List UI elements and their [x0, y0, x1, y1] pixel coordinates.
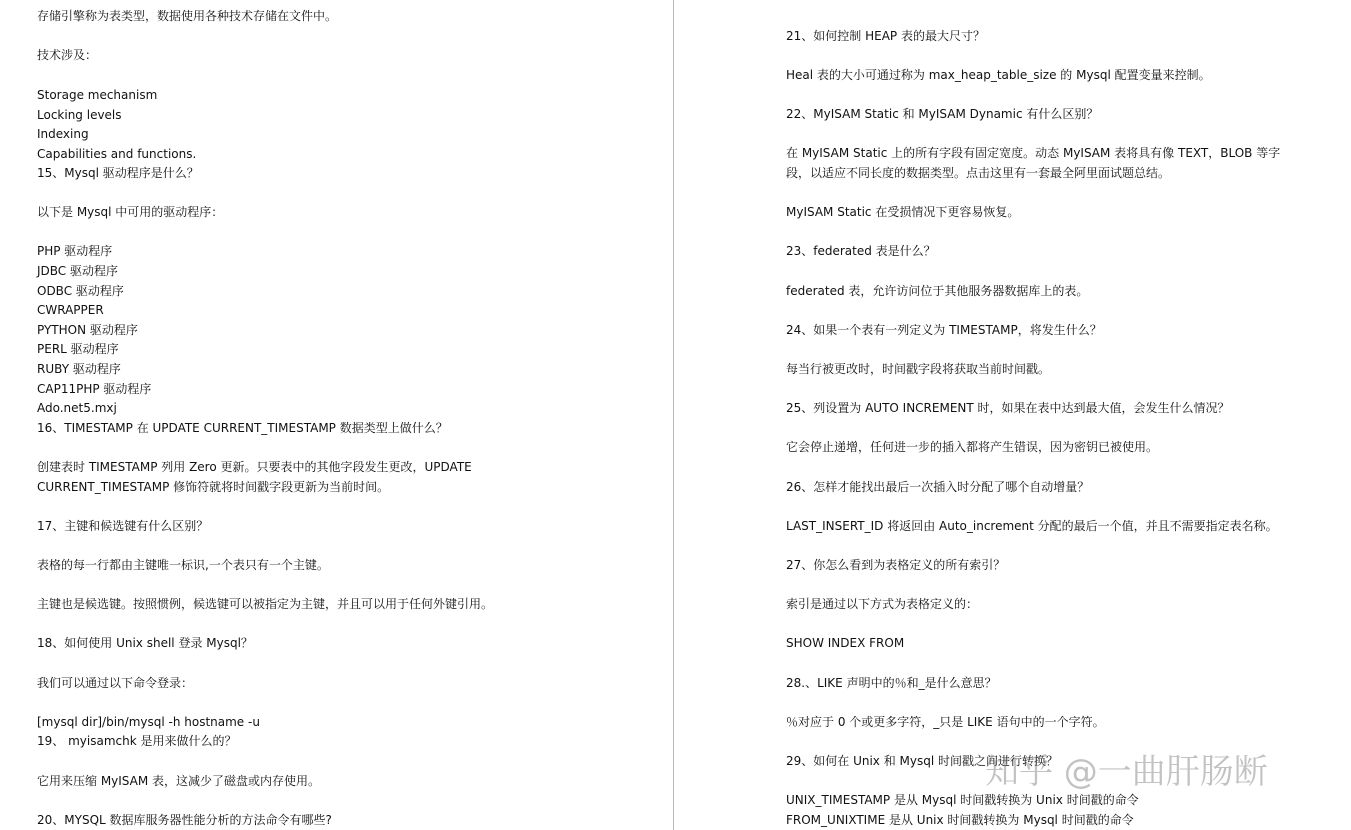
text-line: FROM_UNIXTIME 是从 Unix 时间戳转换为 Mysql 时间戳的命令: [786, 813, 1134, 827]
text-line: 在 MyISAM Static 上的所有字段有固定宽度。动态 MyISAM 表将具有像 TEXT，BLOB 等字: [786, 146, 1281, 160]
text-line: 每当行被更改时，时间戳字段将获取当前时间戳。: [786, 362, 1051, 376]
question-heading: 15、Mysql 驱动程序是什么？: [37, 166, 199, 180]
text-line: UNIX_TIMESTAMP 是从 Mysql 时间戳转换为 Unix 时间戳的命令: [786, 793, 1139, 807]
text-line: 我们可以通过以下命令登录：: [37, 676, 194, 690]
question-heading: 19、 myisamchk 是用来做什么的？: [37, 734, 237, 748]
text-line: 主键也是候选键。按照惯例，候选键可以被指定为主键，并且可以用于任何外键引用。: [37, 597, 494, 611]
zhihu-watermark: 知乎 @一曲肝肠断: [985, 752, 1268, 792]
question-heading: 23、federated 表是什么？: [786, 244, 936, 258]
text-line: PHP 驱动程序: [37, 244, 113, 258]
question-heading: 18、如何使用 Unix shell 登录 Mysql？: [37, 636, 253, 650]
text-line: 技术涉及：: [37, 48, 98, 62]
text-line: 存储引擎称为表类型，数据使用各种技术存储在文件中。: [37, 9, 338, 23]
text-line: 它用来压缩 MyISAM 表，这减少了磁盘或内存使用。: [37, 774, 321, 788]
question-heading: 21、如何控制 HEAP 表的最大尺寸？: [786, 29, 985, 43]
text-line: 表格的每一行都由主键唯一标识,一个表只有一个主键。: [37, 558, 329, 572]
text-line: CAP11PHP 驱动程序: [37, 382, 152, 396]
text-line: federated 表，允许访问位于其他服务器数据库上的表。: [786, 284, 1089, 298]
question-heading: 25、列设置为 AUTO INCREMENT 时，如果在表中达到最大值，会发生什么情况？: [786, 401, 1230, 415]
text-line: MyISAM Static 在受损情况下更容易恢复。: [786, 205, 1020, 219]
text-line: 以下是 Mysql 中可用的驱动程序：: [37, 205, 224, 219]
text-line: PYTHON 驱动程序: [37, 323, 138, 337]
question-heading: 22、MyISAM Static 和 MyISAM Dynamic 有什么区别？: [786, 107, 1099, 121]
question-heading: 26、怎样才能找出最后一次插入时分配了哪个自动增量？: [786, 480, 1090, 494]
text-line: Heal 表的大小可通过称为 max_heap_table_size 的 Mysql 配置变量来控制。: [786, 68, 1211, 82]
text-line: CURRENT_TIMESTAMP 修饰符就将时间戳字段更新为当前时间。: [37, 480, 390, 494]
text-line: Storage mechanism: [37, 88, 158, 102]
question-heading: 27、你怎么看到为表格定义的所有索引？: [786, 558, 1006, 572]
text-line: LAST_INSERT_ID 将返回由 Auto_increment 分配的最后一个值，并且不需要指定表名称。: [786, 519, 1278, 533]
question-heading: 20、MYSQL 数据库服务器性能分析的方法命令有哪些?: [37, 813, 332, 827]
text-line: 它会停止递增，任何进一步的插入都将产生错误，因为密钥已被使用。: [786, 440, 1159, 454]
question-heading: 17、主键和候选键有什么区别？: [37, 519, 209, 533]
text-line: RUBY 驱动程序: [37, 362, 121, 376]
page-divider: [673, 0, 674, 830]
text-line: ％对应于 0 个或更多字符，_只是 LIKE 语句中的一个字符。: [786, 715, 1105, 729]
text-line: Ado.net5.mxj: [37, 401, 117, 415]
code-line: [mysql dir]/bin/mysql -h hostname -u: [37, 715, 260, 729]
text-line: 索引是通过以下方式为表格定义的：: [786, 597, 979, 611]
code-line: SHOW INDEX FROM: [786, 636, 905, 650]
right-document-page: [675, 0, 1351, 830]
text-line: 段，以适应不同长度的数据类型。点击这里有一套最全阿里面试题总结。: [786, 166, 1171, 180]
text-line: JDBC 驱动程序: [37, 264, 118, 278]
question-heading: 29、如何在 Unix 和 Mysql 时间戳之间进行转换？: [786, 754, 1059, 768]
text-line: Capabilities and functions.: [37, 147, 197, 161]
left-document-page: [0, 0, 673, 830]
question-heading: 16、TIMESTAMP 在 UPDATE CURRENT_TIMESTAMP 数据类型上做什么？: [37, 421, 448, 435]
text-line: 创建表时 TIMESTAMP 列用 Zero 更新。只要表中的其他字段发生更改，UPDATE: [37, 460, 472, 474]
question-heading: 28.、LIKE 声明中的％和_是什么意思？: [786, 676, 997, 690]
text-line: Indexing: [37, 127, 89, 141]
question-heading: 24、如果一个表有一列定义为 TIMESTAMP，将发生什么？: [786, 323, 1102, 337]
text-line: PERL 驱动程序: [37, 342, 119, 356]
text-line: ODBC 驱动程序: [37, 284, 124, 298]
text-line: Locking levels: [37, 108, 122, 122]
text-line: CWRAPPER: [37, 303, 104, 317]
